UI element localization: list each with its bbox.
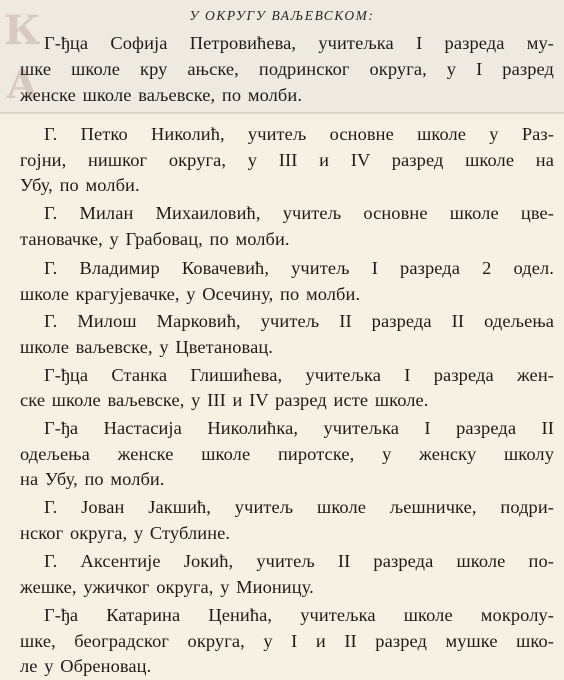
entry-7-line-0: Г. Јован Јакшић, учитељ школе љешничке, подри-: [44, 497, 554, 517]
entry-6-line-0: Г-ђа Настасија Николићка, учитељка I разреда II: [44, 418, 554, 438]
entry-6-line-2: на Убу, по молби.: [20, 469, 165, 489]
entry-8-line-0: Г. Аксентије Јокић, учитељ II разреда школе по-: [44, 551, 554, 571]
entry-9-line-0: Г-ђа Катарина Ценића, учитељка школе мокролу-: [44, 605, 554, 625]
scan-seam: [0, 112, 564, 114]
entry-6-line-1: одељења женске школе пиротске, у женску школу: [20, 444, 554, 464]
svg-text:К: К: [4, 7, 41, 54]
entry-0-line-1: шке школе кру ањске, подринског округа, у I разред: [20, 59, 554, 79]
entry-3-line-0: Г. Владимир Ковачевић, учитељ I разреда 2 одел.: [44, 258, 554, 278]
section-heading: У ОКРУГУ ВАЉЕВСКОМ:: [189, 8, 375, 23]
entry-5-line-0: Г-ђца Станка Глишићева, учитељка I разреда жен-: [44, 365, 554, 385]
entry-4-line-1: школе ваљевске, у Цветановац.: [20, 337, 273, 357]
entry-2-line-0: Г. Милан Михаиловић, учитељ основне школе цве-: [44, 203, 554, 223]
entry-0-line-0: Г-ђца Софија Петровићева, учитељка I разреда му-: [44, 33, 554, 53]
entry-8-line-1: жешке, ужичког округа, у Мионицу.: [20, 577, 314, 597]
entry-2-line-1: тановачке, у Грабовац, по молби.: [20, 229, 290, 249]
entry-4-line-0: Г. Милош Марковић, учитељ II разреда II одељења: [44, 311, 554, 331]
svg-text:А: А: [6, 61, 39, 108]
entry-1-line-1: гојни, нишког округа, у III и IV разред школе на: [20, 150, 554, 170]
entry-5-line-1: ске школе ваљевске, у III и IV разред исте школе.: [20, 390, 429, 410]
entry-3-line-1: школе крагујевачке, у Осечину, по молби.: [20, 284, 361, 304]
entry-0-line-2: женске школе ваљевске, по молби.: [20, 85, 303, 105]
entry-7-line-1: нског округа, у Стублине.: [20, 523, 231, 543]
entry-9-line-1: шке, београдског округа, у I и II разред мушке шко-: [20, 631, 554, 651]
entry-1-line-2: Убу, по молби.: [20, 175, 140, 195]
entry-9-line-2: ле у Обреновац.: [20, 656, 152, 676]
entry-1-line-0: Г. Петко Николић, учитељ основне школе у Раз-: [44, 124, 554, 144]
